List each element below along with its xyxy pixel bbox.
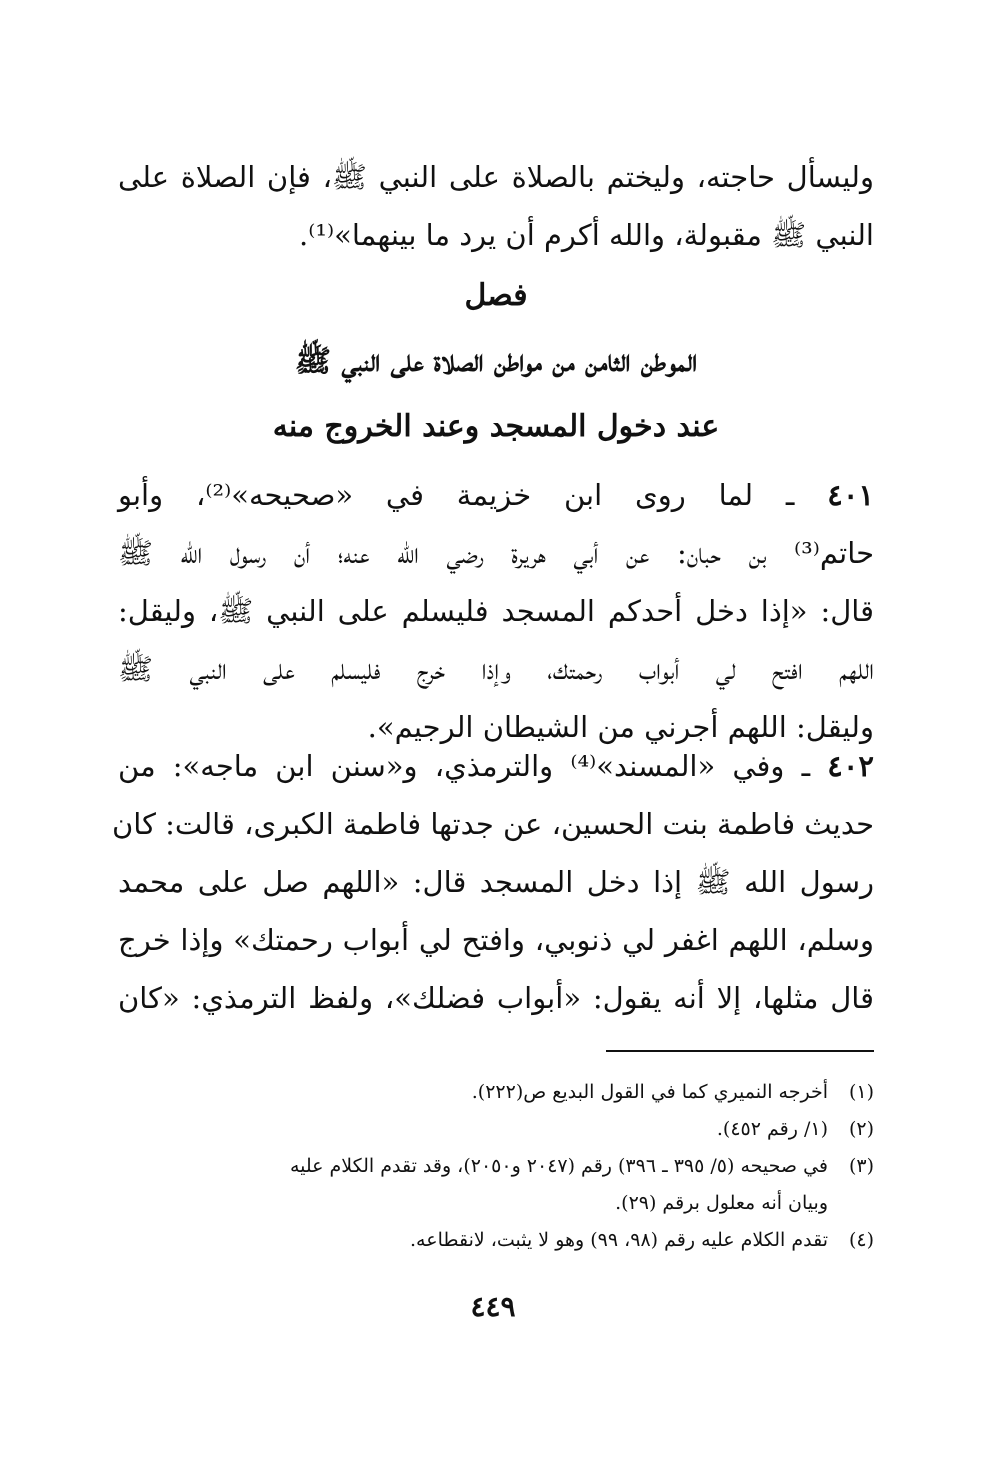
footnote-label: (٢) bbox=[848, 1118, 874, 1140]
text-line: وليقل: اللهم أجرني من الشيطان الرجيم». bbox=[367, 710, 874, 744]
footnote-label: (٤) bbox=[848, 1229, 874, 1251]
section-heading-fasl: فصل bbox=[464, 278, 528, 313]
footnotes bbox=[118, 1074, 874, 1259]
section-subtitle: عند دخول المسجد وعند الخروج منه bbox=[272, 409, 720, 444]
footnote-item bbox=[118, 1074, 874, 1111]
footnote-item bbox=[118, 1111, 874, 1148]
footnote-separator bbox=[606, 1050, 874, 1052]
footnote-item bbox=[118, 1148, 874, 1185]
text-line: حاتم⁽³⁾ بن حبان: عن أبي هريرة رضي الله عنه؛ أن رسول الله ﷺ bbox=[118, 536, 874, 570]
paragraph-402 bbox=[111, 737, 874, 1027]
text-segment: ـ وفي «المسند»⁽⁴⁾ والترمذي، و«سنن ابن ماجه»: من bbox=[118, 749, 811, 783]
footnote-text: أخرجه النميري كما في القول البديع ص(٢٢٢). bbox=[471, 1081, 828, 1103]
text-line: رسول الله ﷺ إذا دخل المسجد قال: «اللهم صل على محمد bbox=[118, 865, 874, 899]
footnote-continuation bbox=[118, 1185, 874, 1222]
text-line: قال مثلها، إلا أنه يقول: «أبواب فضلك»، ولفظ الترمذي: «كان bbox=[118, 981, 874, 1015]
text-line: وليسأل حاجته، وليختم بالصلاة على النبي ﷺ، فإن الصلاة على bbox=[118, 160, 874, 194]
footnote-text: في صحيحه (٥/ ٣٩٥ ـ ٣٩٦) رقم (٢٠٤٧ و٢٠٥٠)، وقد تقدم الكلام عليه bbox=[289, 1155, 828, 1177]
paragraph-401 bbox=[118, 466, 874, 756]
text-line: حديث فاطمة بنت الحسين، عن جدتها فاطمة الكبرى، قالت: كان bbox=[111, 807, 874, 841]
section-title: الموطن الثامن من مواطن الصلاة على النبي ﷺ bbox=[294, 344, 698, 379]
footnote-text: (١/ رقم ٤٥٢). bbox=[716, 1118, 828, 1140]
text-line-first bbox=[118, 466, 874, 524]
text-line: قال: «إذا دخل أحدكم المسجد فليسلم على النبي ﷺ، وليقل: bbox=[118, 594, 874, 628]
text-line: اللهم افتح لي أبواب رحمتك، وإذا خرج فليسلم على النبي ﷺ bbox=[118, 652, 874, 686]
footnote-text: تقدم الكلام عليه رقم (٩٨، ٩٩) وهو لا يثبت، لانقطاعه. bbox=[410, 1229, 828, 1251]
footnote-item bbox=[118, 1222, 874, 1259]
footnote-label: (١) bbox=[848, 1081, 874, 1103]
paragraph-number: ٤٠٢ bbox=[827, 749, 874, 783]
text-segment: ـ لما روى ابن خزيمة في «صحيحه»⁽²⁾، وأبو bbox=[118, 478, 795, 512]
footnote-text: وبيان أنه معلول برقم (٢٩). bbox=[615, 1192, 828, 1214]
text-line-first bbox=[118, 737, 874, 795]
footnote-label: (٣) bbox=[848, 1155, 874, 1177]
paragraph-number: ٤٠١ bbox=[827, 478, 874, 512]
continuation-paragraph bbox=[118, 148, 874, 264]
text-line: وسلم، اللهم اغفر لي ذنوبي، وافتح لي أبواب رحمتك» وإذا خرج bbox=[118, 923, 874, 957]
text-line: النبي ﷺ مقبولة، والله أكرم أن يرد ما بينهما»⁽¹⁾. bbox=[299, 218, 874, 252]
page-number: ٤٤٩ bbox=[470, 1290, 516, 1323]
